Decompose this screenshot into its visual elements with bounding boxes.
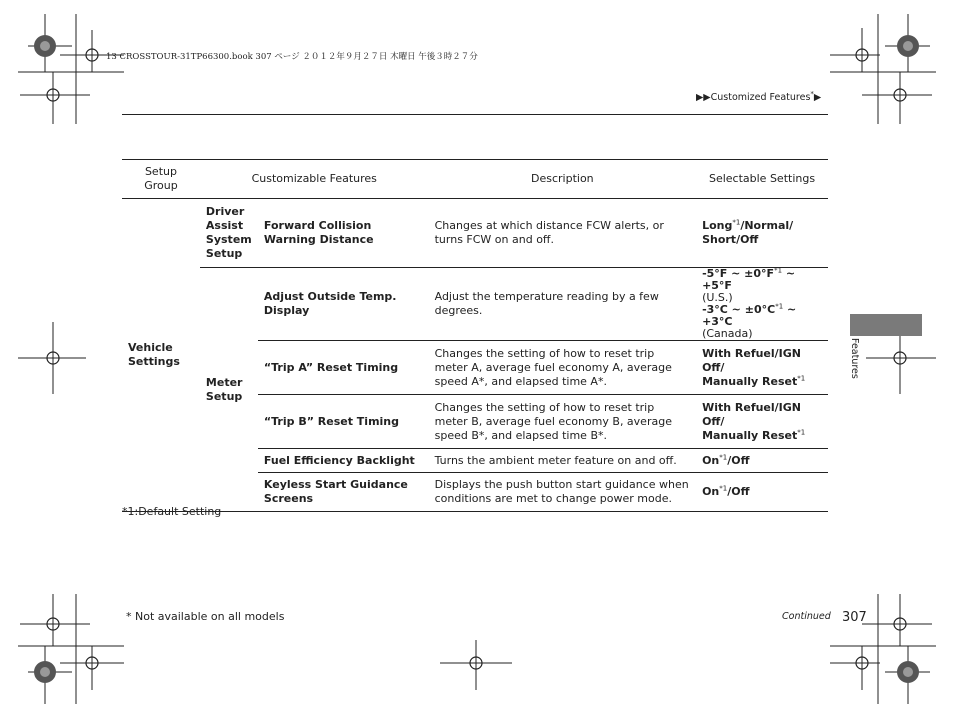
table-header-row — [122, 160, 828, 199]
breadcrumb-text: Customized Features — [710, 92, 811, 103]
default-setting-footnote: *1:Default Setting — [122, 505, 222, 518]
continued-label: Continued — [782, 611, 831, 622]
group-vehicle-settings: Vehicle Settings — [128, 341, 180, 368]
feature-name: Forward Collision Warning Distance — [263, 219, 374, 246]
col-header-description: Description — [531, 172, 594, 185]
feature-description: Changes at which distance FCW alerts, or turns FCW on and off. — [434, 219, 664, 246]
feature-settings: With Refuel/IGN Off/ Manually Reset$^{*1}$ — [702, 346, 806, 388]
feature-settings: On$^{*1}$/Off — [702, 484, 750, 498]
feature-description: Displays the push button start guidance when conditions are met to change power mode. — [434, 478, 689, 505]
subgroup-meter-setup: Meter Setup — [205, 375, 243, 403]
top-rule — [122, 114, 828, 115]
breadcrumb-end-arrow: ▶ — [813, 92, 822, 103]
subgroup-driver-assist: Driver Assist System Setup — [205, 205, 252, 260]
feature-settings: On$^{*1}$/Off — [702, 452, 750, 467]
feature-description: Changes the setting of how to reset trip meter B, average fuel economy B, average speed B*, and elapsed time B*. — [434, 400, 672, 442]
feature-description: Changes the setting of how to reset trip meter A, average fuel economy A, average speed A*, and elapsed time A*. — [434, 346, 672, 388]
section-side-label: Features — [849, 338, 860, 379]
feature-name: “Trip A” Reset Timing — [263, 360, 399, 374]
feature-settings: Long$^{*1}$/Normal/ Short/Off — [702, 218, 794, 246]
feature-settings: With Refuel/IGN Off/ Manually Reset$^{*1}$ — [702, 400, 806, 442]
page-number: 307 — [842, 610, 867, 625]
feature-name: Adjust Outside Temp. Display — [263, 290, 397, 317]
file-header-line: 13 CROSSTOUR-31TP66300.book 307 ページ ２０１２年９月２７日 木曜日 午後３時２７分 — [106, 52, 478, 62]
feature-settings: -5°F ~ $\pm 0^\circ F^{*1}$ ~ +5°F (U.S.) -3°C ~ $\pm 0^\circ C^{*1}$ ~ +3°C (Canada) — [702, 266, 797, 340]
col-header-settings: Selectable Settings — [708, 172, 816, 185]
breadcrumb-arrows: ▶▶ — [696, 92, 711, 103]
table-row — [122, 268, 828, 341]
feature-name: Fuel Efficiency Backlight — [263, 453, 415, 467]
feature-name: Keyless Start Guidance Screens — [263, 478, 408, 505]
feature-description: Adjust the temperature reading by a few degrees. — [434, 290, 659, 317]
feature-description: Turns the ambient meter feature on and off. — [434, 453, 677, 467]
model-availability-note: * Not available on all models — [126, 610, 285, 623]
breadcrumb-star: * — [810, 89, 814, 98]
settings-table — [122, 159, 828, 512]
section-tab-marker — [850, 314, 922, 336]
feature-name: “Trip B” Reset Timing — [263, 414, 400, 428]
table-row — [122, 199, 828, 268]
col-header-features: Customizable Features — [251, 172, 377, 185]
breadcrumb — [696, 89, 822, 103]
col-header-group: Setup Group — [144, 165, 178, 192]
